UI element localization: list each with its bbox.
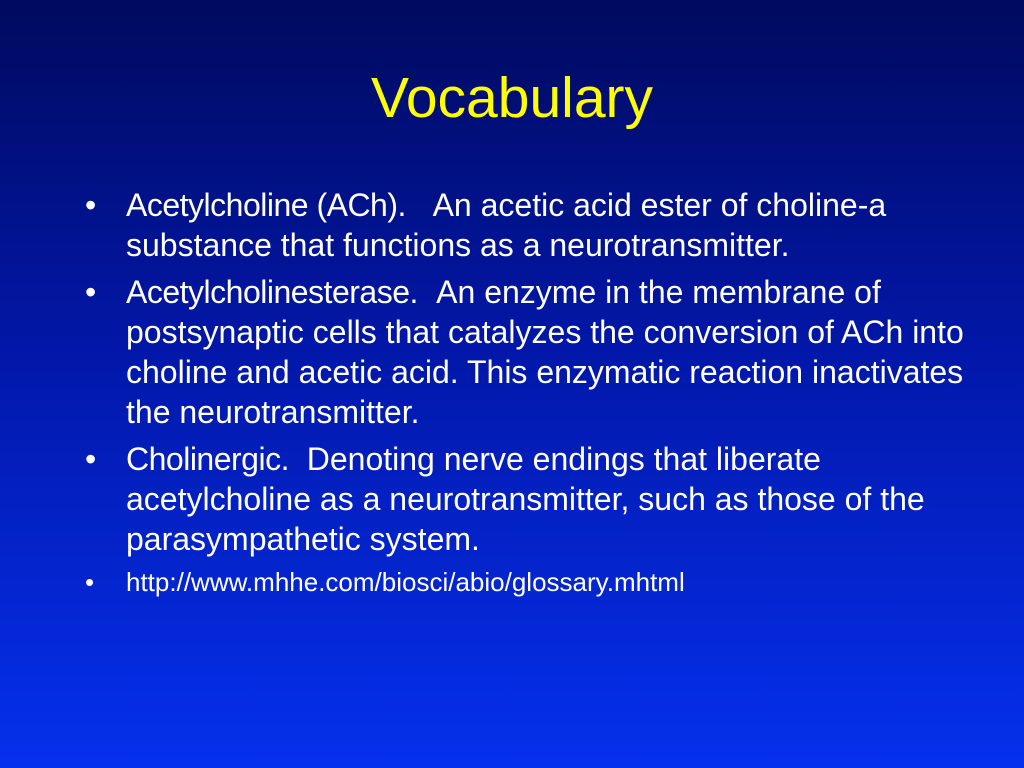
- vocab-item-acetylcholinesterase: [85, 272, 985, 432]
- bullet-icon: •: [85, 274, 97, 310]
- vocab-definition: An enzyme in the membrane of postsynaptic cells that catalyzes the conversion of ACh into choline and acetic acid. This enzymatic reaction inactivates the neurotransmitter.: [126, 274, 964, 430]
- bullet-icon: •: [85, 567, 95, 597]
- term-punctuation: .: [409, 274, 419, 310]
- slide-title: Vocabulary: [370, 66, 654, 130]
- vocab-definition: Denoting nerve endings that liberate acetylcholine as a neurotransmitter, such as those of the parasympathetic system.: [126, 441, 925, 557]
- source-url-item: [85, 566, 985, 598]
- vocab-item-acetylcholine: [85, 185, 985, 265]
- vocabulary-list: [85, 185, 985, 605]
- vocab-definition: An acetic acid ester of choline-a substance that functions as a neurotransmitter.: [126, 187, 887, 263]
- vocab-term: Cholinergic.: [126, 441, 289, 477]
- bullet-icon: •: [85, 441, 97, 477]
- vocab-item-cholinergic: [85, 439, 985, 559]
- bullet-icon: •: [85, 187, 97, 223]
- source-url-text: http://www.mhhe.com/biosci/abio/glossary.mhtml: [126, 567, 685, 597]
- vocab-term: Acetylcholine (ACh).: [126, 187, 406, 223]
- vocab-term: Acetylcholinesterase: [126, 274, 410, 310]
